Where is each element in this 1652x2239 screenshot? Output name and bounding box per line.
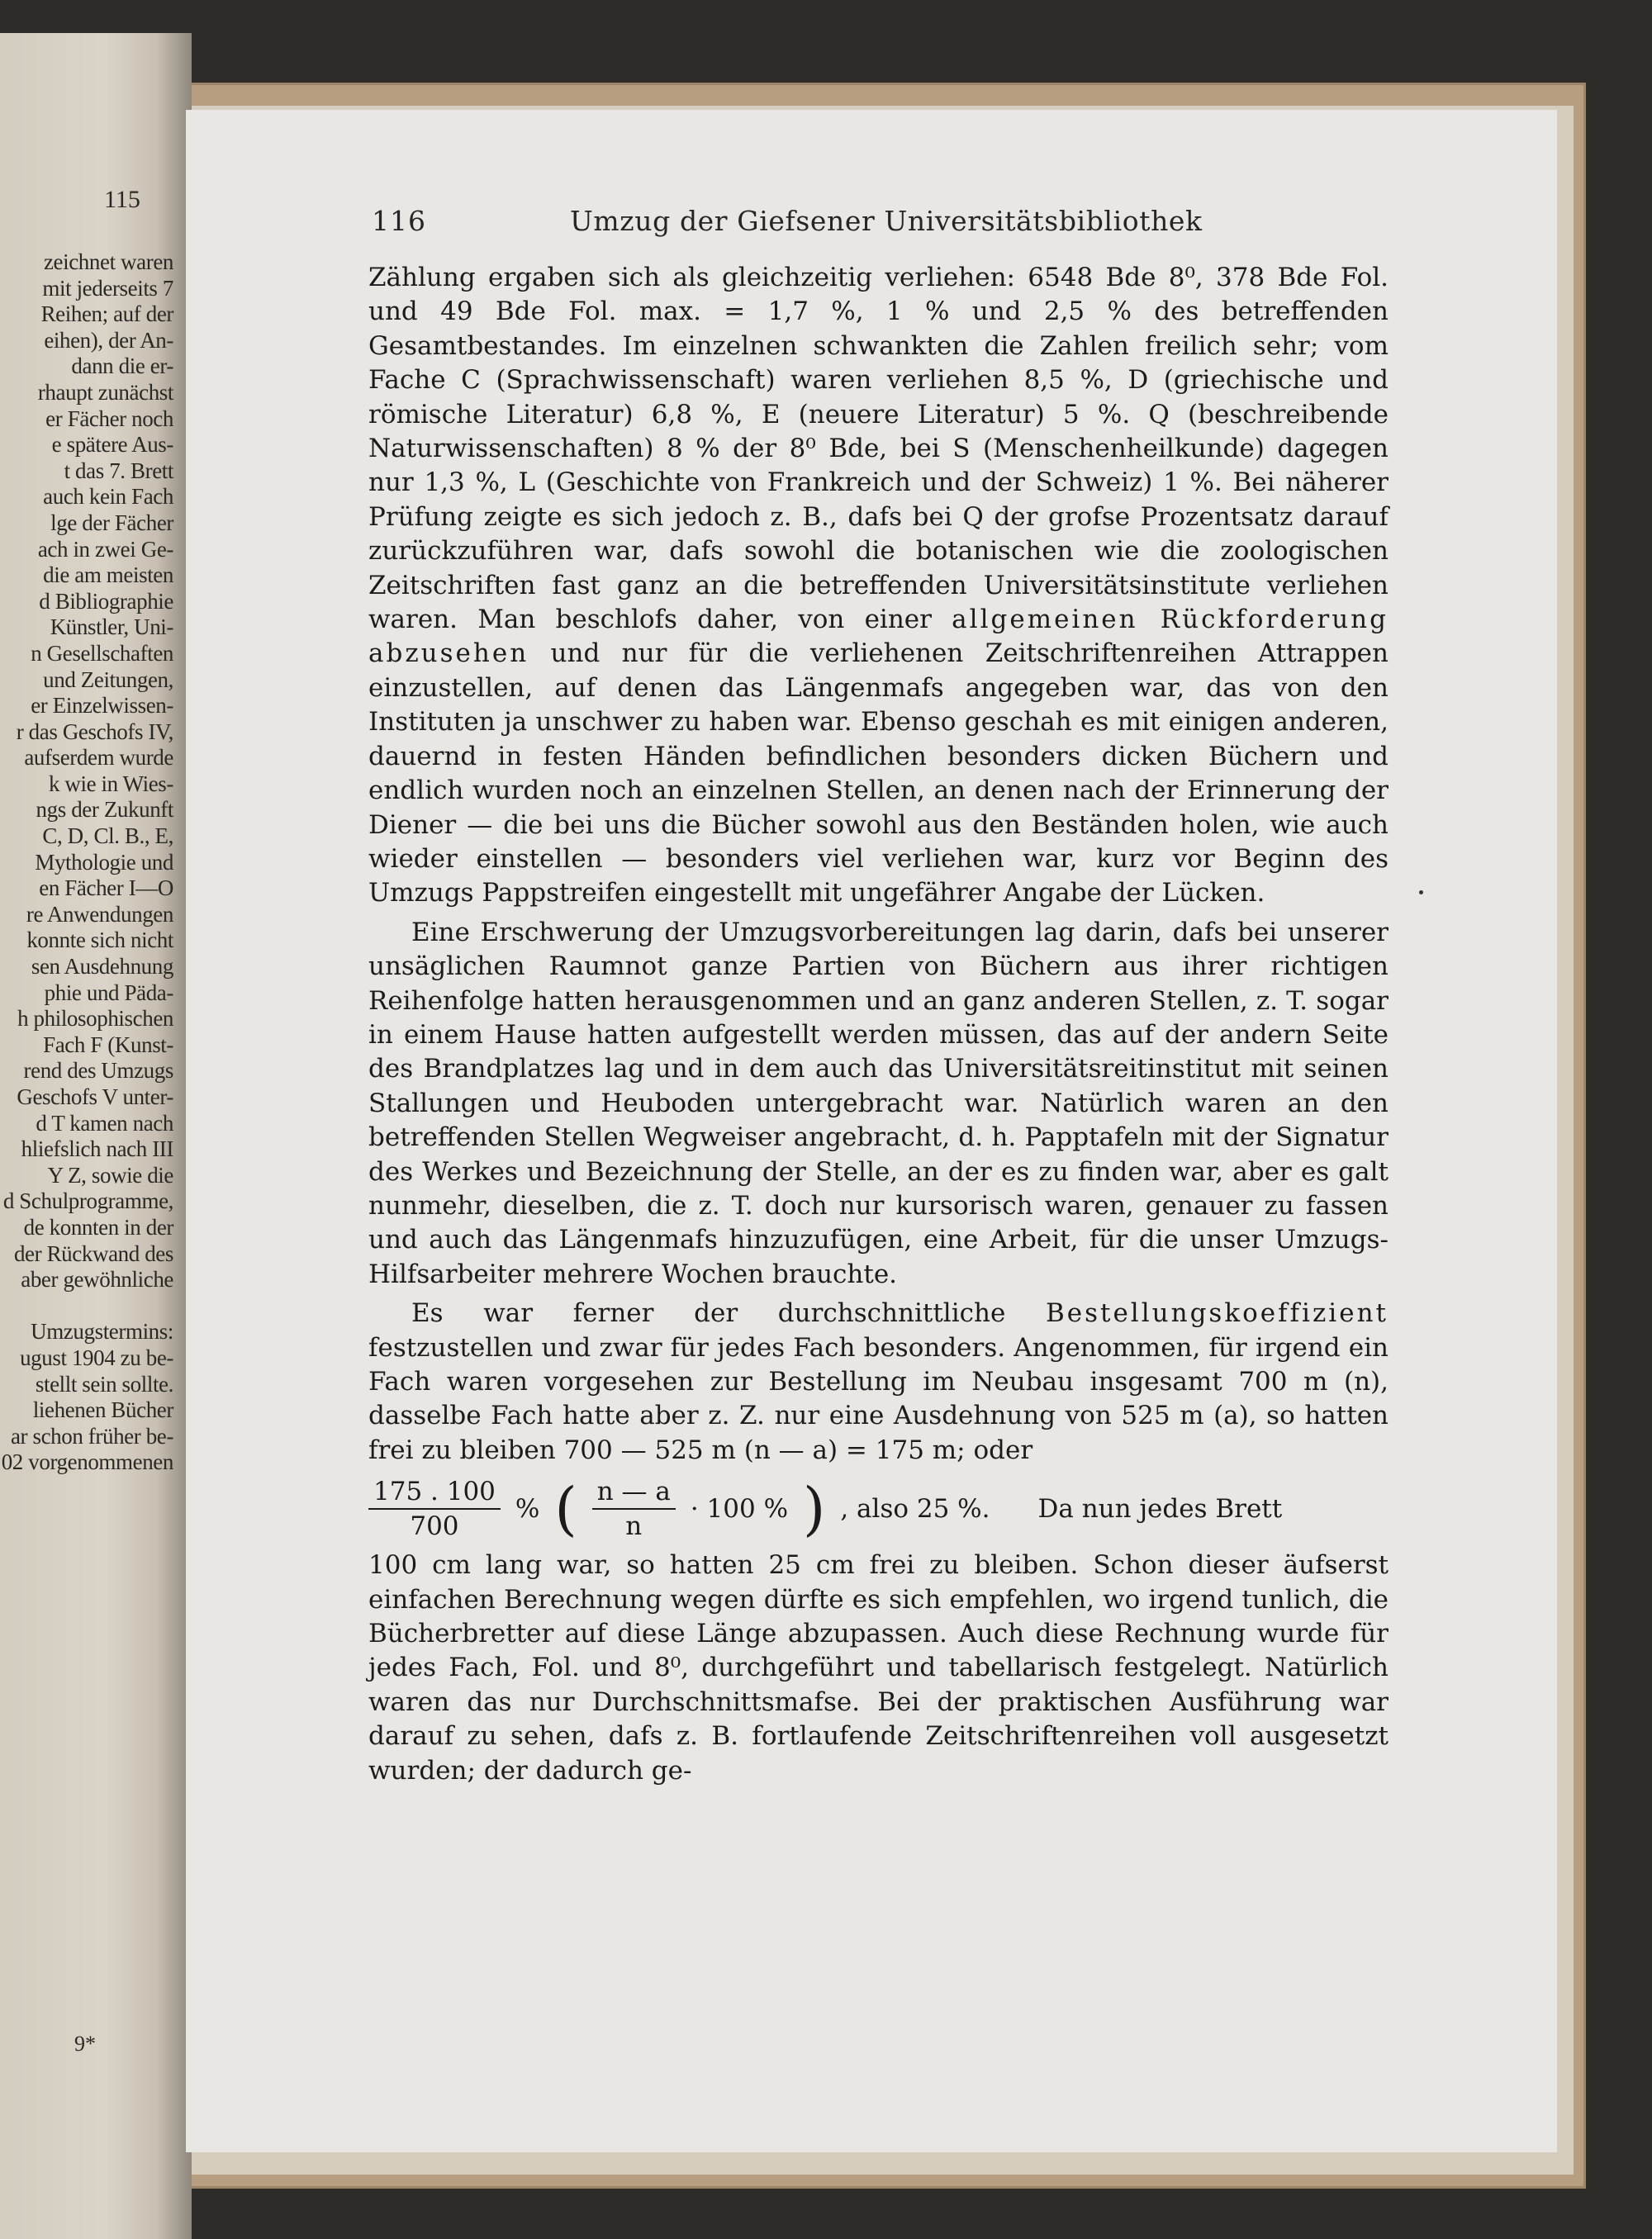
running-title: Umzug der Giefsener Universitätsbibliothek [570, 205, 1203, 237]
left-page-line: ar schon früher be- [10, 1423, 173, 1449]
left-page-line: t das 7. Brett [64, 458, 173, 483]
page-body [368, 261, 1389, 1793]
left-page-line: eihen), der An- [44, 327, 173, 353]
left-page-line: d Schulprogramme, [2, 1188, 173, 1214]
left-page-line: aufserdem wurde [24, 745, 173, 771]
left-page-line: e spätere Aus- [51, 432, 173, 458]
left-page-line: Künstler, Uni- [50, 614, 173, 640]
left-page-line: Fach F (Kunst- [43, 1032, 173, 1057]
paragraph-2: Eine Erschwerung der Umzugsvorbereitungen lag darin, dafs bei unserer unsäglichen Raumnot ganze Partien von Büchern aus ihrer richtigen Reihenfolge hatten herausgenommen und an ganz anderen Stellen, z. T. sogar in einem Hause hatten aufgestellt werden müssen, das auf der andern Seite des Brandplatzes lag und in dem auch das Universitätsreitinstitut mit seinen Stallungen und Heuboden untergebracht war. Natürlich waren an den betreffenden Stellen Wegweiser angebracht, d. h. Papptafeln mit der Signatur des Werkes und Bezeichnung der Stelle, an der es zu finden war, aber es galt nunmehr, dieselben, die z. T. doch nur kursorisch waren, genauer zu fassen und auch das Längenmafs hinzuzufügen, eine Arbeit, für die unser Umzugs-Hilfsarbeiter mehrere Wochen brauchte. [368, 917, 1389, 1289]
left-page-line: lge der Fächer [50, 510, 173, 535]
left-page-line [0, 1293, 192, 1320]
spaced-emphasis: Bestellungskoeffizient [1045, 1298, 1389, 1329]
left-page-line: rhaupt zunächst [37, 379, 173, 405]
paragraph-3-end: 100 cm lang war, so hatten 25 cm frei zu bleiben. Schon dieser äufserst einfachen Berechnung wegen dürfte es sich empfehlen, wo irgend tunlich, die Bücherbretter auf diese Länge abzupassen. Auch diese Rechnung wurde für jedes Fach, Fol. und 8⁰, durchgeführt und tabellarisch festgelegt. Natürlich waren das nur Durchschnittsmafse. Bei der praktischen Ausführung war darauf zu sehen, dafs z. B. fortlaufende Zeitschriftenreihen voll ausgesetzt wurden; der dadurch ge- [368, 1550, 1389, 1786]
left-page-line: r das Geschofs IV, [16, 719, 173, 744]
left-page-line: Y Z, sowie die [47, 1162, 173, 1188]
signature-mark: 9* [74, 2032, 96, 2056]
left-page-line: sen Ausdehnung [31, 954, 173, 980]
formula: $\frac{175 . 100}{700}$ % ( $\frac{n — a}{n}$ · 100 % ) , also 25 %. Da nun jedes Brett [368, 1471, 1389, 1547]
left-page-line: C, D, Cl. B., E, [42, 823, 173, 849]
page-number: 116 [372, 205, 426, 237]
left-page-line: Mythologie und [35, 849, 173, 875]
left-page-line: stellt sein sollte. [35, 1371, 173, 1397]
left-page-number: 115 [104, 186, 140, 213]
left-page-line: die am meisten [43, 562, 173, 588]
fraction-175-700: $\frac{175 . 100}{700}$ [368, 1475, 501, 1543]
left-page-line: en Fächer I—O [39, 875, 173, 901]
spaced-emphasis: allgemeinen Rückforderung abzusehen [368, 605, 1389, 669]
left-page-line: er Einzelwissen- [31, 693, 173, 719]
left-page-line: 02 vorgenommenen [1, 1449, 173, 1475]
speck [1419, 890, 1423, 894]
left-page-line: aber gewöhnliche [21, 1267, 173, 1293]
page-header [372, 205, 1404, 246]
left-page-line: ngs der Zukunft [36, 797, 173, 823]
left-page-line: n Gesellschaften [31, 640, 173, 666]
left-page-line: der Rückwand des [13, 1240, 173, 1266]
left-page-line: liehenen Bücher [32, 1397, 173, 1423]
left-page-line: ach in zwei Ge- [37, 536, 173, 562]
left-page-line: Umzugstermins: [31, 1319, 173, 1345]
left-page-line: d T kamen nach [36, 1110, 173, 1136]
paragraph-1: Zählung ergaben sich als gleichzeitig verliehen: 6548 Bde 8⁰, 378 Bde Fol. und 49 Bde Fol. max. = 1,7 %, 1 % und 2,5 % des betreffenden Gesamtbestandes. Im einzelnen schwankten die Zahlen freilich sehr; vom Fache C (Sprachwissenschaft) waren verliehen 8,5 %, D (griechische und römische Literatur) 6,8 %, E (neuere Literatur) 5 %. Q (beschreibende Naturwissenschaften) 8 % der 8⁰ Bde, bei S (Menschenheilkunde) dagegen nur 1,3 %, L (Geschichte von Frankreich und der Schweiz) 1 %. Bei näherer Prüfung zeigte es sich jedoch z. B., dafs bei Q der grofse Prozentsatz darauf zurückzuführen war, dafs sowohl die botanischen wie die zoologischen Zeitschriften fast ganz an die betreffenden Universitätsinstitute verliehen waren. Man beschlofs daher, von einer allgemeinen Rückforderung abzusehen und nur für die verliehenen Zeitschriftenreihen Attrappen einzustellen, auf denen das Längenmafs angegeben war, das von den Instituten ja unschwer zu haben war. Ebenso geschah es mit einigen anderen, dauernd in festen Händen befindlichen besonders dicken Büchern und endlich wurden noch an einzelnen Stellen, an denen nach der Erinnerung der Diener — die bei uns die Bücher sowohl aus den Beständen holen, wie auch wieder einstellen — besonders viel verliehen war, kurz vor Beginn des Umzugs Pappstreifen eingestellt mit ungefährer Angabe der Lücken. [368, 263, 1389, 908]
left-page-line: d Bibliographie [39, 588, 173, 614]
left-page-line: k wie in Wies- [48, 771, 173, 796]
left-page-line: phie und Päda- [44, 980, 173, 1005]
left-page-text [0, 249, 192, 1476]
left-page-line: rend des Umzugs [23, 1058, 173, 1084]
left-page-line: auch kein Fach [43, 484, 173, 510]
left-page-line: mit jederseits 7 [42, 275, 173, 301]
left-page-line: hliefslich nach III [21, 1136, 173, 1162]
left-page-line: re Anwendungen [26, 901, 173, 927]
left-page-line: de konnten in der [23, 1214, 173, 1240]
left-page-line: dann die er- [71, 353, 173, 379]
fraction-n-a: $\frac{n — a}{n}$ [592, 1475, 676, 1543]
left-page-line: konnte sich nicht [26, 927, 173, 953]
left-page-line: ugust 1904 zu be- [20, 1345, 173, 1370]
left-page-line: Reihen; auf der [40, 301, 173, 327]
left-page-line: Geschofs V unter- [17, 1084, 173, 1109]
left-page-line: zeichnet waren [43, 249, 173, 274]
left-page-line: und Zeitungen, [43, 666, 173, 692]
left-page [0, 33, 192, 2239]
left-page-line: er Fächer noch [45, 406, 173, 431]
left-page-line: h philosophischen [17, 1006, 173, 1032]
paragraph-3: Es war ferner der durchschnittliche Bestellungskoeffizient festzustellen und zwar für jedes Fach besonders. Angenommen, für irgend ein Fach waren vorgesehen zur Bestellung im Neubau insgesamt 700 m (n), dasselbe Fach hatte aber z. Z. nur eine Ausdehnung von 525 m (a), so hatten frei zu bleiben 700 — 525 m (n — a) = 175 m; oder [368, 1298, 1389, 1465]
